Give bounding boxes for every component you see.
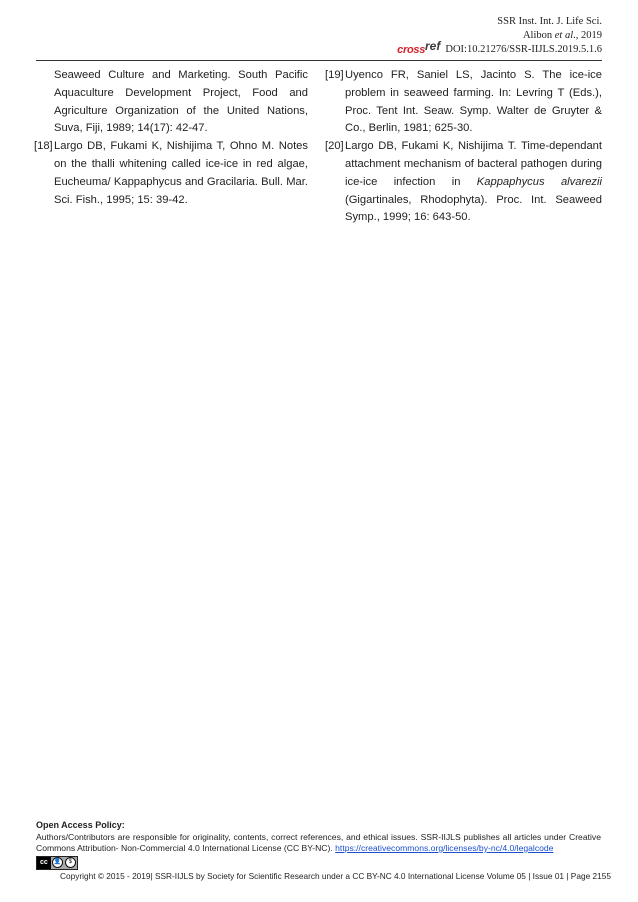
species-name: Kappaphycus alvarezii xyxy=(476,175,602,188)
license-link[interactable]: https://creativecommons.org/licenses/by-nc/4.0/legalcode xyxy=(335,843,554,853)
reference-text: Uyenco FR, Saniel LS, Jacinto S. The ice-ice problem in seaweed farming. In: Levring T (Eds.), Proc. Tent Int. Seaw. Symp. Walter de Gruyter & Co., Berlin, 1981; 625-30. xyxy=(345,69,602,135)
reference-text: Largo DB, Fukami K, Nishijima T. Time-dependant attachment mechanism of bacteral pathogen during ice-ice infection in Kappaphycus alvarezii (Gigartinales, Rhodophyta). Proc. Int. Seaweed Symp., 1999; 16: 643-50. xyxy=(345,140,602,224)
reference-20 xyxy=(327,138,602,227)
doi-line xyxy=(397,39,602,57)
copyright-line: Copyright © 2015 - 2019| SSR-IIJLS by Society for Scientific Research under a CC BY-NC 4.0 International License Volume 05 | Issue 01 | Page 2155 xyxy=(60,871,611,881)
reference-17-continuation: Seaweed Culture and Marketing. South Pacific Aquaculture Development Project, Food and Agriculture Organization of the United Nations, Suva, Fiji, 1989; 14(17): 42-47. xyxy=(54,69,308,135)
reference-number: [20] xyxy=(325,140,344,153)
header-divider xyxy=(36,60,602,61)
journal-name: SSR Inst. Int. J. Life Sci. xyxy=(497,16,602,27)
author-citation: Alibon et al., 2019 xyxy=(522,30,602,41)
open-access-text: Authors/Contributors are responsible for originality, contents, correct references, and ethical issues. SSR-IIJLS publishes all articles under Creative Commons Attribution- Non-Commercial 4.0 International License (CC BY-NC). https://creativecommons.org/licenses/by-nc/4.0/legalcode xyxy=(36,831,601,853)
nc-icon: $ xyxy=(65,857,76,868)
cc-icon: cc xyxy=(37,857,51,869)
reference-number: [19] xyxy=(325,69,344,81)
cc-by-nc-badge[interactable] xyxy=(36,856,78,870)
open-access-policy xyxy=(36,820,601,870)
crossref-logo[interactable]: cross ref xyxy=(397,39,441,56)
left-column xyxy=(36,67,308,209)
running-header xyxy=(397,15,602,57)
reference-number: [18] xyxy=(34,140,53,153)
reference-text: Largo DB, Fukami K, Nishijima T, Ohno M. Notes on the thalli whitening called ice-ice in red algae, Eucheuma/ Kappaphycus and Gracilaria. Bull. Mar. Sci. Fish., 1995; 15: 39-42. xyxy=(54,140,308,206)
doi-text[interactable]: DOI:10.21276/SSR-IIJLS.2019.5.1.6 xyxy=(445,44,602,55)
by-icon: 👤 xyxy=(52,857,63,868)
right-column xyxy=(327,67,602,227)
reference-19 xyxy=(327,67,602,138)
reference-18 xyxy=(36,138,308,209)
open-access-title: Open Access Policy: xyxy=(36,820,125,830)
